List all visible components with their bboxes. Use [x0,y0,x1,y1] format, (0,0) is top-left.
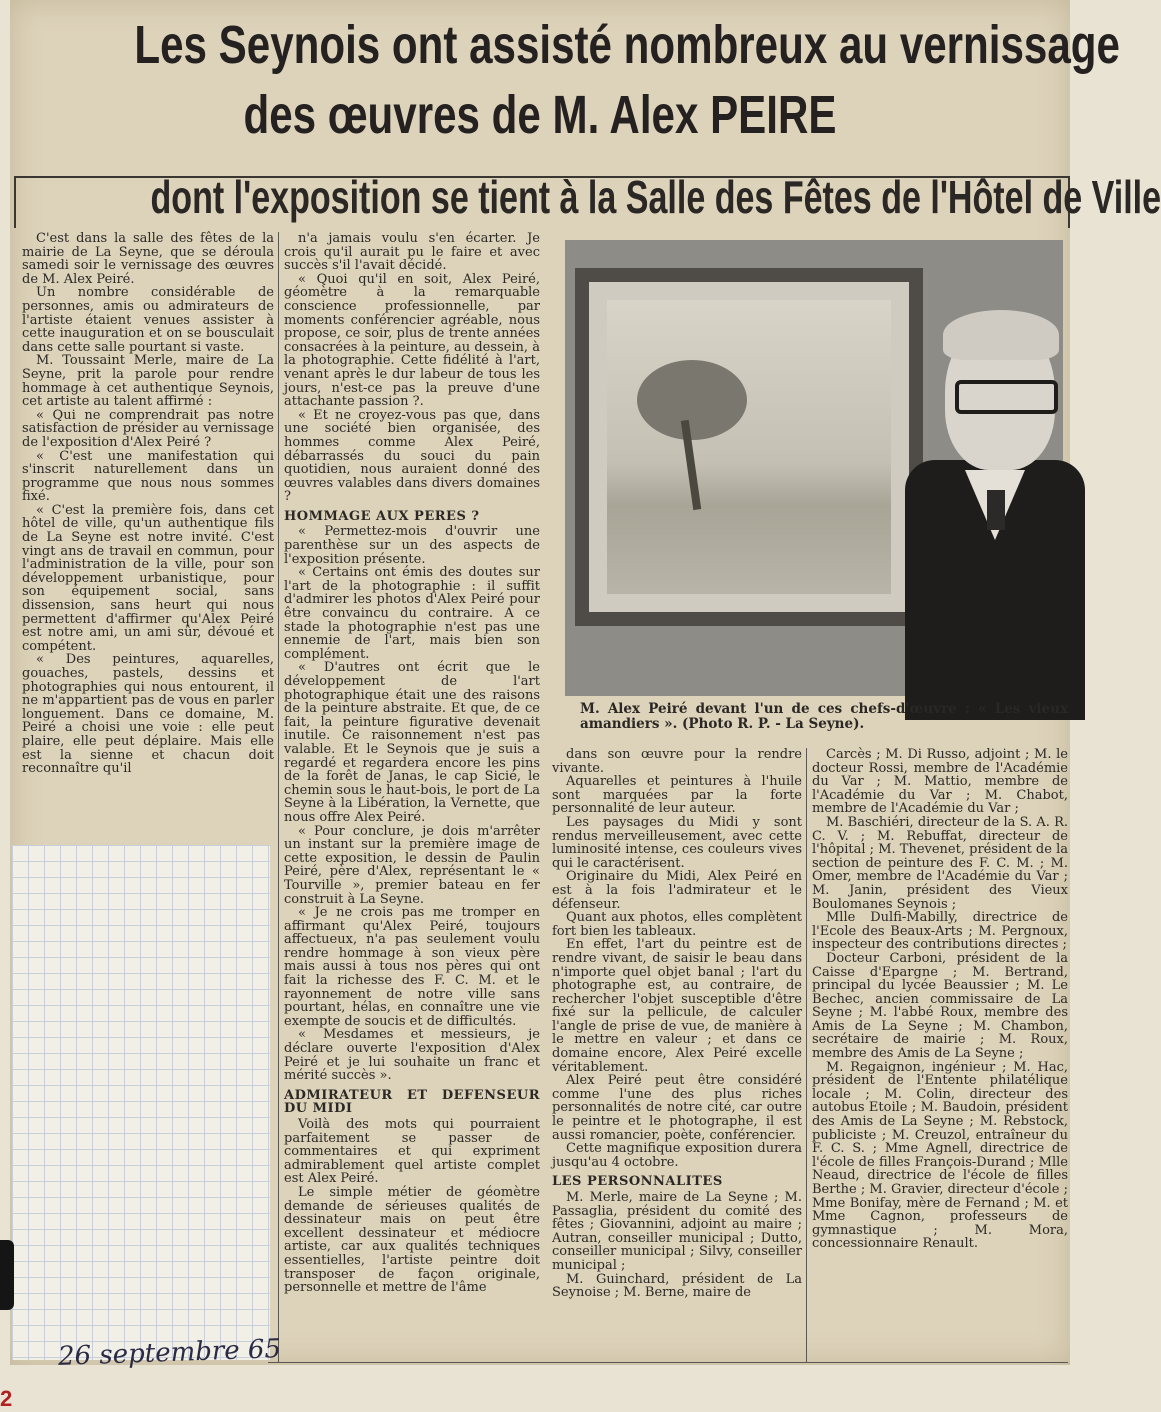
article-column-4 [812,748,1068,1368]
binding-mark [0,1240,14,1310]
handwritten-date: 26 septembre 65 [57,1334,282,1372]
article-column-2 [284,232,540,1362]
paragraph: dans son œuvre pour la rendre vivante. [552,747,802,776]
headline-line-2: des œuvres de M. Alex PEIRE [243,85,837,145]
paragraph: « D'autres ont écrit que le développement de l'art photographique était une des raisons de la peinture abstraite. Et que, de ce fait, la peinture figurative devenait inutile. Ce raisonnement n'est pas valable. Et le Seynois que je suis a regardé et regardera encore les pins de la forêt de Janas, le cap Sicié, le chemin sous le haut-bois, le port de La Seyne à la Libération, la Vernette, que nous offre Alex Peiré. [284,660,540,825]
paragraph: C'est dans la salle des fêtes de la mairie de La Seyne, que se déroula samedi soir le vernissage des œuvres de M. Alex Peiré. [22,231,274,287]
portrait-alex-peire [905,300,1085,720]
article-column-1 [22,232,274,842]
subheadline: dont l'exposition se tient à la Salle des Fêtes de l'Hôtel de Ville [150,171,1161,223]
headline-line-1: Les Seynois ont assisté nombreux au vernissage [134,15,1120,75]
paragraph: Originaire du Midi, Alex Peiré en est à la fois l'admirateur et le défenseur. [552,869,802,912]
paragraph: Mlle Dulfi-Mabilly, directrice de l'Ecole des Beaux-Arts ; M. Pergnoux, inspecteur des contributions directes ; [812,910,1068,953]
paragraph: « Certains ont émis des doutes sur l'art de la photographie : il suffit d'admirer les photos d'Alex Peiré pour être convaincu du contraire. A ce stade la photographie n'est pas une ennemie de l'art, mais bien son complément. [284,565,540,662]
section-heading: ADMIRATEUR ET DEFENSEUR DU MIDI [284,1087,540,1117]
page-number: 2 [0,1386,13,1411]
painting-les-vieux-amandiers [607,300,891,594]
paragraph: « Je ne crois pas me tromper en affirmant qu'Alex Peiré, toujours affectueux, n'a pas seulement voulu rendre hommage à son vieux père mais aussi à tous nos pères qui ont fait la richesse des F. C. M. et le rayonnement de notre ville sans pourtant, hélas, en connaître une vie exempte de soucis et de difficultés. [284,905,540,1029]
paragraph: Les paysages du Midi y sont rendus merveilleusement, avec cette luminosité intense, ces couleurs vives qui le caractérisent. [552,814,802,871]
paragraph: Un nombre considérable de personnes, amis ou admirateurs de l'artiste étaient venues assister à cette inauguration et on se bousculait dans cette salle pourtant si vaste. [22,285,274,355]
paragraph: M. Toussaint Merle, maire de La Seyne, prit la parole pour rendre hommage à cet authentique Seynois, cet artiste au talent affirmé : [22,353,274,410]
section-heading: HOMMAGE AUX PERES ? [284,508,480,524]
paragraph: n'a jamais voulu s'en écarter. Je crois qu'il aurait pu le faire et avec succès s'il l'avait décidé. [284,231,540,274]
paragraph: « C'est une manifestation qui s'inscrit naturellement dans un programme que nous nous sommes fixé. [22,448,274,505]
tie [987,490,1005,530]
paragraph: Le simple métier de géomètre demande de sérieuses qualités de dessinateur mais on peut être excellent dessinateur et médiocre artiste, car aux qualités techniques essentielles, l'artiste peintre doit transposer de façon originale, personnelle et mettre de l'âme [284,1184,540,1296]
graph-paper [12,845,270,1360]
paragraph: M. Regaignon, ingénieur ; M. Hac, président de l'Entente philatélique locale ; M. Colin, directeur des autobus Etoile ; M. Baudoin, président des Amis de La Seyne ; M. Rebstock, publiciste ; M. Creuzol, entraîneur du F. C. S. ; Mme Agnell, directrice de l'école de filles François-Durand ; Mlle Neaud, directrice de l'école de filles Berthe ; M. Gravier, directeur d'école ; Mme Bonifay, mère de Fernand ; M. et Mme Cagnon, professeurs de gymnastique ; M. Mora, concessionnaire Renault. [812,1059,1068,1252]
paragraph: M. Merle, maire de La Seyne ; M. Passaglia, président du comité des fêtes ; Giovannini, adjoint au maire ; Autran, conseiller municipal ; Dutto, conseiller municipal ; Silvy, conseiller municipal ; [552,1190,802,1273]
column-rule [806,748,807,1362]
paragraph: M. Guinchard, président de La Seynoise ; M. Berne, maire de [552,1271,802,1301]
column-rule [278,232,279,1362]
paragraph: En effet, l'art du peintre est de rendre vivant, de saisir le beau dans n'importe quel objet banal ; l'art du photographe est, au contraire, de rechercher l'objet susceptible d'être fixé sur la pellicule, de calculer l'angle de prise de vue, de manière à le mettre en valeur ; et dans ce domaine encore, Alex Peiré excelle véritablement. [552,937,802,1075]
paragraph: « Des peintures, aquarelles, gouaches, pastels, dessins et photographies qui nous entourent, il ne m'appartient pas de vous en parler longuement. Dans ce domaine, M. Peiré a choisi une voie : elle peut plaire, elle peut déplaire. Mais elle est la sienne et chacun doit reconnaître qu'il [22,652,274,777]
tree-foliage [637,360,747,440]
paragraph: Docteur Carboni, président de la Caisse d'Epargne ; M. Bertrand, principal du lycée Beaussier ; M. Le Bechec, ancien commissaire de La Seyne ; M. l'abbé Roux, membre des Amis de La Seyne ; M. Chambon, secrétaire de mairie ; M. Roux, membre des Amis de La Seyne ; [812,950,1068,1062]
paragraph: Alex Peiré peut être considéré comme l'une des plus riches personnalités de notre cité, car outre le peintre et le photographe, il est aussi romancier, poète, conférencier. [552,1073,802,1143]
painting-frame [575,268,923,626]
paragraph: « Pour conclure, je dois m'arrêter un instant sur la première image de cette exposition, le dessin de Paulin Peiré, père d'Alex, représentant le « Tourville », premier bateau en fer construit à La Seyne. [284,823,540,907]
paragraph: « Qui ne comprendrait pas notre satisfaction de présider au vernissage de l'exposition d'Alex Peiré ? [22,407,274,450]
paragraph: Aquarelles et peintures à l'huile sont marquées par la forte personnalité de leur auteur. [552,774,802,817]
paragraph: « Mesdames et messieurs, je déclare ouverte l'exposition d'Alex Peiré et je lui souhaite un franc et mérité succès ». [284,1027,540,1084]
paragraph: « Permettez-mois d'ouvrir une parenthèse sur un des aspects de l'exposition présente. [284,524,540,567]
paragraph: Carcès ; M. Di Russo, adjoint ; M. le docteur Rossi, membre de l'Académie du Var ; M. Mattio, membre de l'Académie du Var ; M. Chabot, membre de l'Académie du Var ; [812,747,1068,817]
paragraph: « Et ne croyez-vous pas que, dans une société bien organisée, des hommes comme Alex Peiré, débarrassés du souci du pain quotidien, nous auraient donné des œuvres valables dans divers domaines ? [284,407,540,505]
paragraph: « Quoi qu'il en soit, Alex Peiré, géomètre à la remarquable conscience professionnelle, par moments conférencier agréable, nous propose, ce soir, plus de trente années consacrées à la peinture, au dessein, à la photographie. Cette fidélité à l'art, venant après le dur labeur de tous les jours, n'est-ce pas la preuve d'une attachante passion ?. [284,271,540,410]
glasses [955,380,1058,414]
section-heading: LES PERSONNALITES [552,1174,723,1190]
article-column-3 [552,748,802,1368]
article-photo [565,240,1063,696]
photo-caption: M. Alex Peiré devant l'un de ces chefs-d'œuvre : « Les vieux amandiers ». (Photo R. P. - La Seyne). [580,701,1068,732]
paragraph: Quant aux photos, elles complètent fort bien les tableaux. [552,910,802,939]
bottom-rule [268,1362,1068,1363]
paragraph: M. Baschiéri, directeur de la S. A. R. C. V. ; M. Rebuffat, directeur de l'hôpital ; M. Thevenet, président de la section de peinture des F. C. M. ; M. Omer, membre de l'Académie du Var ; M. Janin, président des Vieux Boulomanes Seynois ; [812,814,1068,912]
paragraph: « C'est la première fois, dans cet hôtel de ville, qu'un authentique fils de La Seyne est notre invité. C'est vingt ans de travail en commun, pour l'administration de la ville, pour son développement urbanistique, pour son équipement social, sans dissension, sans heurt qui nous permettent d'affirmer qu'Alex Peiré est notre ami, un ami sûr, dévoué et compétent. [22,502,274,654]
paragraph: Voilà des mots qui pourraient parfaitement se passer de commentaires et qui expriment admirablement quel artiste complet est Alex Peiré. [284,1117,540,1187]
hair [943,310,1059,360]
paragraph: Cette magnifique exposition durera jusqu'au 4 octobre. [552,1141,802,1170]
